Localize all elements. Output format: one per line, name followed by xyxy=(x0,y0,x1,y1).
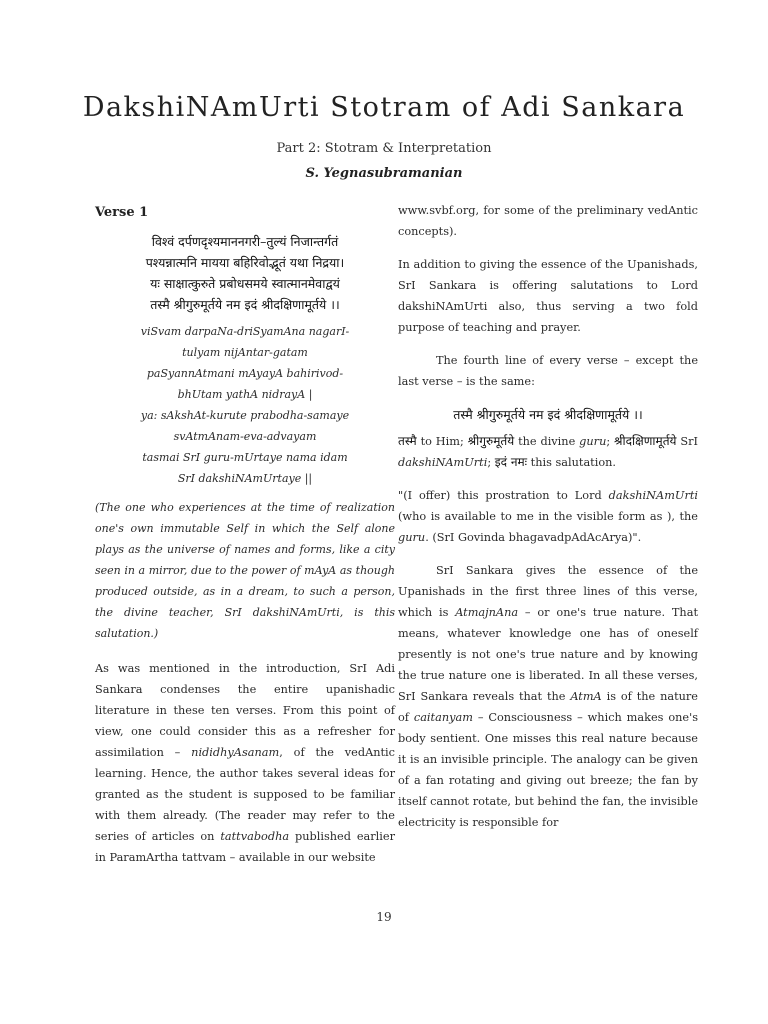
translit-line: ya: sAkshAt-kurute prabodha-samaye xyxy=(140,409,350,422)
sanskrit-line: यः साक्षात्कुरुते प्रबोधसमये स्वात्मानमेवाद्वयं xyxy=(150,276,340,291)
transliteration xyxy=(95,321,395,489)
document-subtitle: Part 2: Stotram & Interpretation xyxy=(276,141,492,156)
sanskrit-line: पश्यन्नात्मनि मायया बहिरिवोद्भूतं यथा निद्रया। xyxy=(145,255,345,270)
sanskrit-line: तस्मै श्रीगुरुमूर्तये नम इदं श्रीदक्षिणामूर्तये ।। xyxy=(150,297,340,312)
refrain-sanskrit: तस्मै श्रीगुरुमूर्तये नम इदं श्रीदक्षिणामूर्तये ।। xyxy=(453,407,643,422)
website-paragraph: www.svbf.org, for some of the preliminary vedAntic concepts). xyxy=(398,204,698,238)
intro-paragraph: As was mentioned in the introduction, SrI Adi Sankara condenses the entire upanishadic literature in these ten verses. From this point of view, one could consider this as a refresher for assimilation – nididhyAsanam, of the vedAntic learning. Hence, the author takes several ideas for granted as the student is supposed to be familiar with them already. (The reader may refer to the series of articles on tattvabodha published earlier in ParamArtha tattvam – available in our website xyxy=(95,662,396,864)
verse-heading: Verse 1 xyxy=(95,205,149,220)
word-gloss: तस्मै to Him; श्रीगुरुमूर्तये the divine guru; श्रीदक्षिणामूर्तये SrI dakshiNAmUrti; इदं नमः this salutation. xyxy=(398,434,698,469)
translit-line: tulyam nijAntar-gatam xyxy=(182,346,308,359)
page-number: 19 xyxy=(376,910,392,924)
translit-line: SrI dakshiNAmUrtaye || xyxy=(177,472,313,485)
translit-line: svAtmAnam-eva-advayam xyxy=(173,430,317,443)
author-name: S. Yegnasubramanian xyxy=(305,166,463,181)
essence-paragraph: SrI Sankara gives the essence of the Upanishads in the first three lines of this verse, which is AtmajnAna – or one's true nature. That means, whatever knowledge one has of oneself presently is not one's true nature and by knowing the true nature one is liberated. In all these verses, SrI Sankara reveals that the AtmA is of the nature of caitanyam – Consciousness – which makes one's body sentient. One misses this real nature because it is an invisible principle. The analogy can be given of a fan rotating and giving out breeze; the fan by itself cannot rotate, but behind the fan, the invisible electricity is responsible for xyxy=(398,564,698,829)
right-column xyxy=(398,200,698,845)
document-title: DakshiNAmUrti Stotram of Adi Sankara xyxy=(82,92,686,123)
sanskrit-line: विश्वं दर्पणदृश्यमाननगरी–तुल्यं निजान्तर्गतं xyxy=(151,234,339,249)
translit-line: bhUtam yathA nidrayA | xyxy=(177,388,313,401)
translit-line: paSyannAtmani mAyayA bahirivod- xyxy=(146,367,344,380)
verse-meaning: (The one who experiences at the time of realization one's own immutable Self in which the Self alone plays as the universe of names and forms, like a city seen in a mirror, due to the power of mAyA as though produced outside, as in a dream, to such a person, the divine teacher, SrI dakshiNAmUrti, is this salutation.) xyxy=(95,501,395,640)
left-column xyxy=(95,200,395,880)
translit-line: viSvam darpaNa-driSyamAna nagarI- xyxy=(140,325,350,338)
translit-line: tasmai SrI guru-mUrtaye nama idam xyxy=(142,451,348,464)
refrain-intro-paragraph: The fourth line of every verse – except the last verse – is the same: xyxy=(398,354,698,388)
sanskrit-verse xyxy=(95,231,395,315)
purpose-paragraph: In addition to giving the essence of the Upanishads, SrI Sankara is offering salutations to Lord dakshiNAmUrti also, thus serving a two fold purpose of teaching and prayer. xyxy=(398,258,698,334)
prostration-paragraph: "(I offer) this prostration to Lord dakshiNAmUrti (who is available to me in the visible form as ), the guru. (SrI Govinda bhagavadpAdAcArya)". xyxy=(398,489,698,544)
